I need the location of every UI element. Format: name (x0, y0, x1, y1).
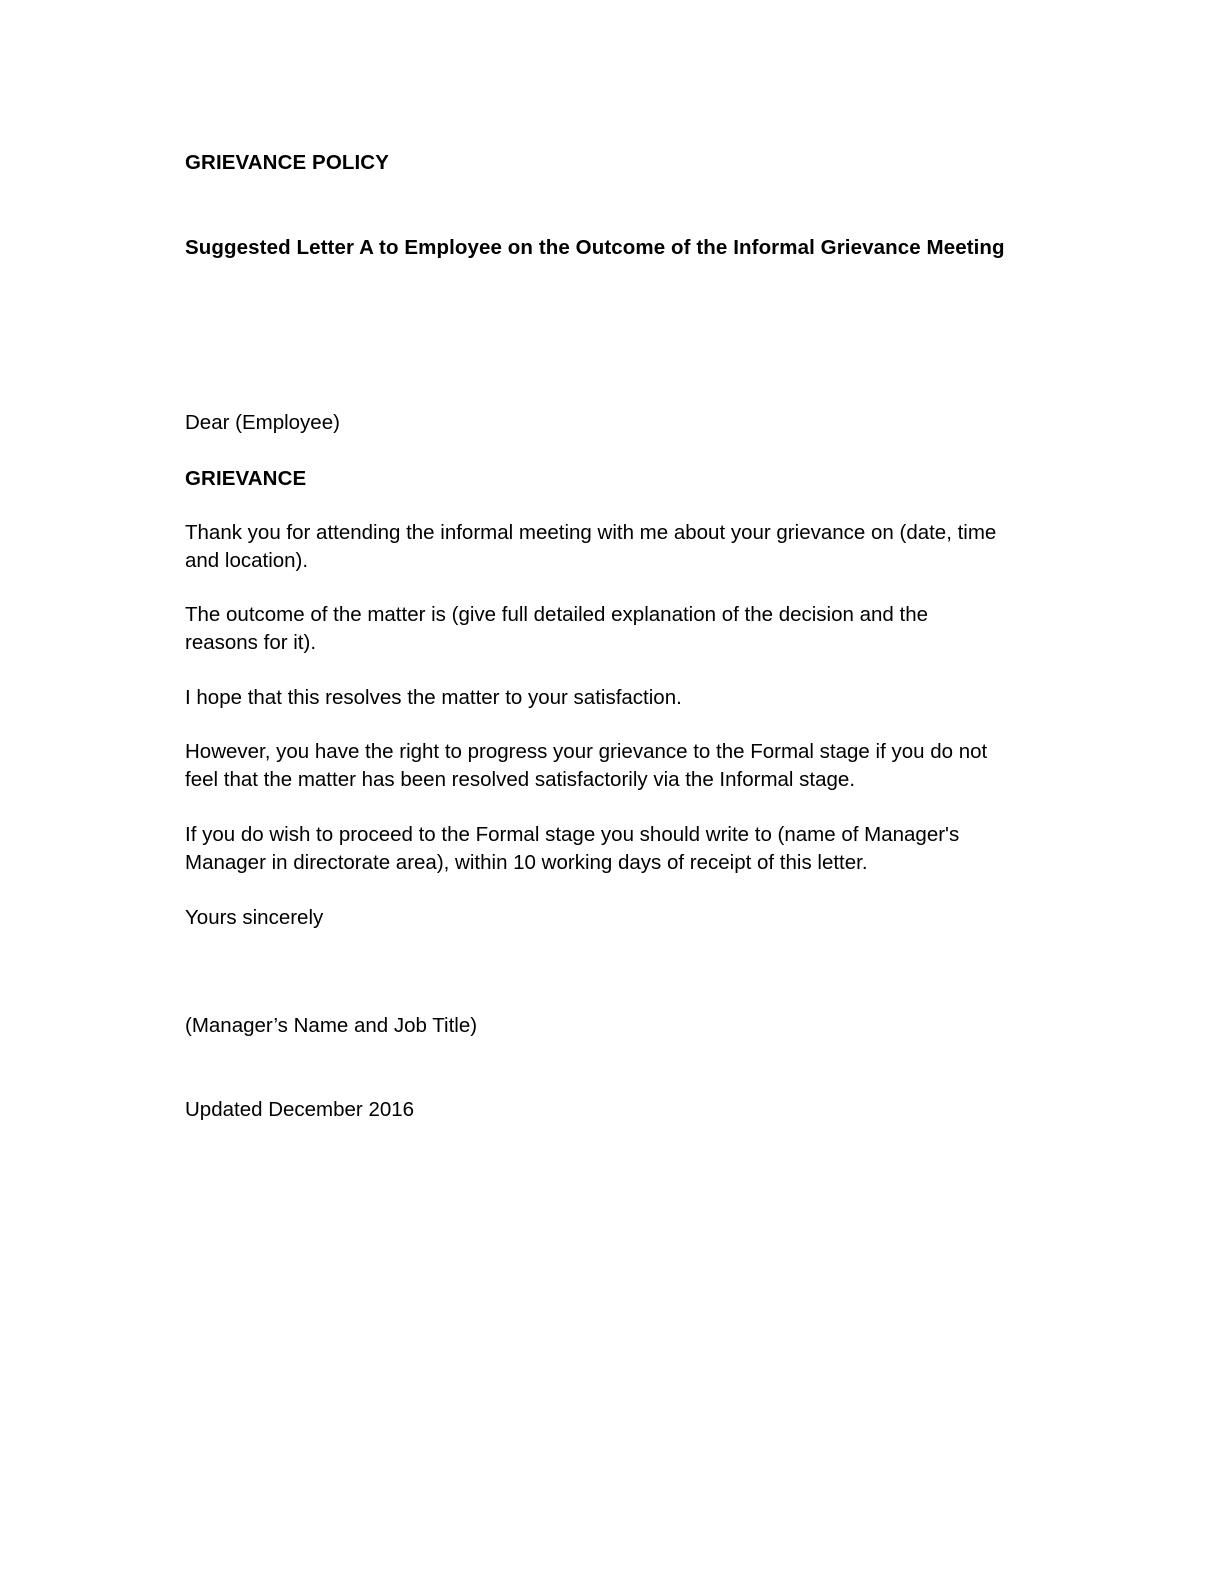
document-footer-note: Updated December 2016 (185, 1097, 415, 1121)
page-title: GRIEVANCE POLICY (185, 151, 389, 174)
letter-paragraph-5: If you do wish to proceed to the Formal stage you should write to (name of Manager's Manager in directorate area), within 10 working days of receipt of this letter. (185, 822, 960, 874)
letter-paragraph-4: However, you have the right to progress your grievance to the Formal stage if you do not feel that the matter has been resolved satisfactorily via the Informal stage. (185, 740, 988, 792)
document-content (185, 150, 1030, 1124)
letter-section-heading: GRIEVANCE (185, 466, 307, 490)
document-subtitle: Suggested Letter A to Employee on the Outcome of the Informal Grievance Meeting (185, 236, 1005, 260)
letter-closing: Yours sincerely (185, 906, 324, 930)
letter-paragraph-1: Thank you for attending the informal meeting with me about your grievance on (date, time and location). (185, 520, 997, 572)
letter-salutation: Dear (Employee) (185, 411, 340, 435)
letter-paragraph-2: The outcome of the matter is (give full detailed explanation of the decision and the reasons for it). (185, 603, 929, 655)
letter-paragraph-3: I hope that this resolves the matter to your satisfaction. (185, 685, 682, 709)
letter-signature-block: (Manager’s Name and Job Title) (185, 1014, 478, 1038)
